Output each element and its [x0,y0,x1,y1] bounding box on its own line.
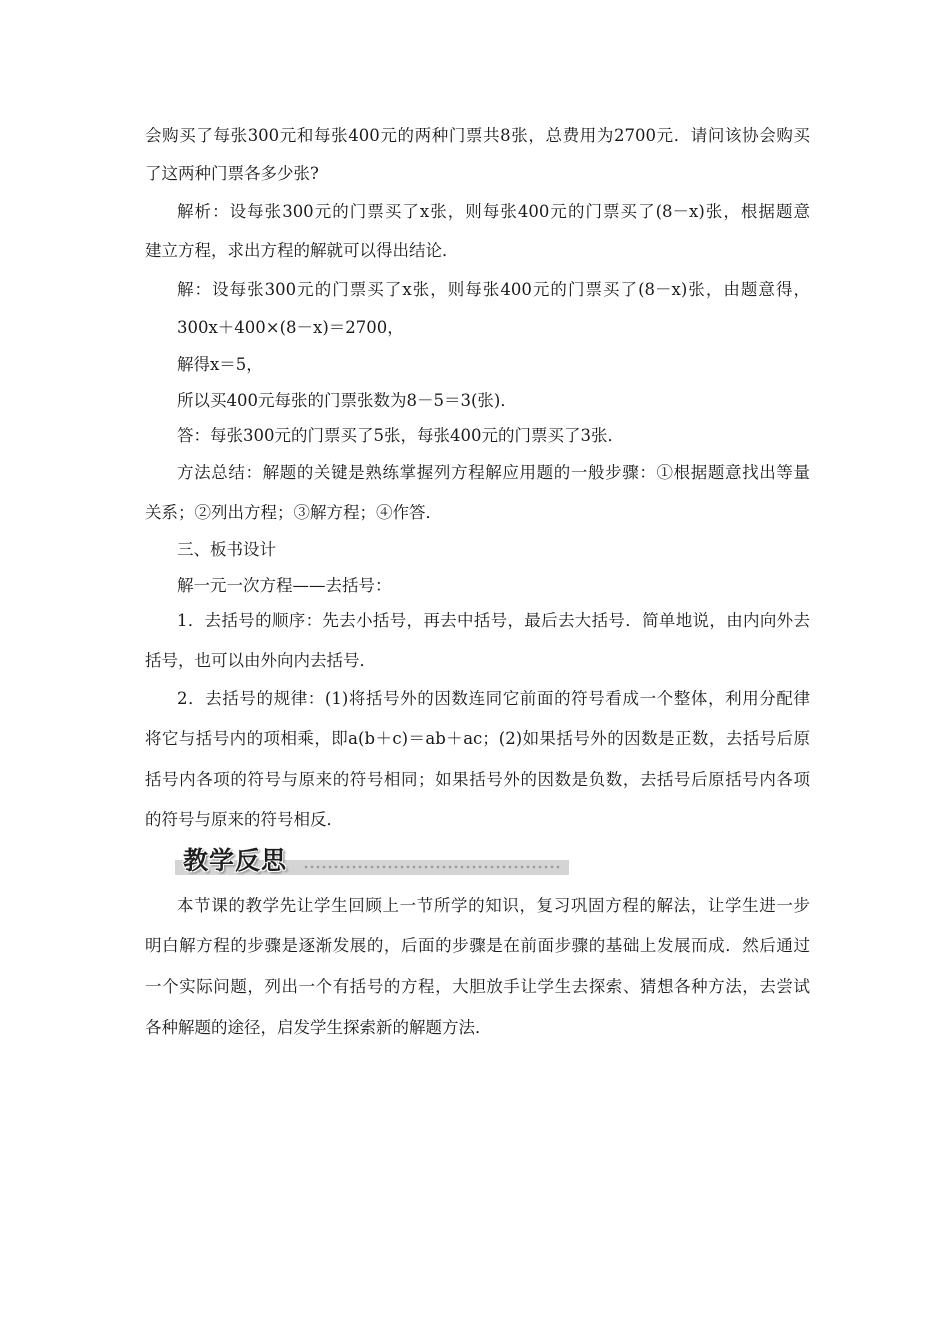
text-line: 括号内各项的符号与原来的符号相同；如果括号外的因数是负数，去括号后原括号内各项 [145,770,810,789]
text-line: 解一元一次方程——去括号： [177,576,392,595]
section-heading: 三、板书设计 [177,540,276,559]
reflection-line: 一个实际问题，列出一个有括号的方程，大胆放手让学生去探索、猜想各种方法，去尝试 [145,977,810,996]
text-line: 解：设每张300元的门票买了x张，则每张400元的门票买了(8－x)张，由题意得， [177,280,810,299]
text-line: 方法总结：解题的关键是熟练掌握列方程解应用题的一般步骤：①根据题意找出等量 [177,463,810,482]
text-line: 2．去括号的规律：(1)将括号外的因数连同它前面的符号看成一个整体，利用分配律 [177,689,810,708]
text-line: 建立方程，求出方程的解就可以得出结论． [145,241,459,260]
banner-title: 教学反思 [183,846,288,875]
text-line: 解析：设每张300元的门票买了x张，则每张400元的门票买了(8－x)张，根据题意 [177,202,810,221]
reflection-line: 本节课的教学先让学生回顾上一节所学的知识，复习巩固方程的解法，让学生进一步 [177,896,810,915]
text-line: 将它与括号内的项相乘，即a(b＋c)＝ab＋ac；(2)如果括号外的因数是正数，去括号后原 [145,729,810,748]
text-line: 1．去括号的顺序：先去小括号，再去中括号，最后去大括号．简单地说，由内向外去 [177,611,810,630]
answer-line: 答：每张300元的门票买了5张，每张400元的门票买了3张． [177,426,624,445]
text-line: 的符号与原来的符号相反． [145,810,343,829]
reflection-line: 明白解方程的步骤是逐渐发展的，后面的步骤是在前面步骤的基础上发展而成．然后通过 [145,936,810,955]
section-banner [175,846,569,878]
text-line: 了这两种门票各多少张? [145,164,319,183]
equation-line: 300x＋400×(8－x)＝2700， [177,318,404,337]
reflection-line: 各种解题的途径，启发学生探索新的解题方法． [145,1018,492,1037]
text-line: 会购买了每张300元和每张400元的两种门票共8张，总费用为2700元．请问该协会购买 [145,126,810,145]
text-line: 关系；②列出方程；③解方程；④作答． [145,503,442,522]
banner-dots [303,865,561,869]
text-line: 括号，也可以由外向内去括号． [145,651,376,670]
text-line: 所以买400元每张的门票张数为8－5＝3(张)． [177,391,517,410]
equation-line: 解得x＝5， [177,355,263,374]
